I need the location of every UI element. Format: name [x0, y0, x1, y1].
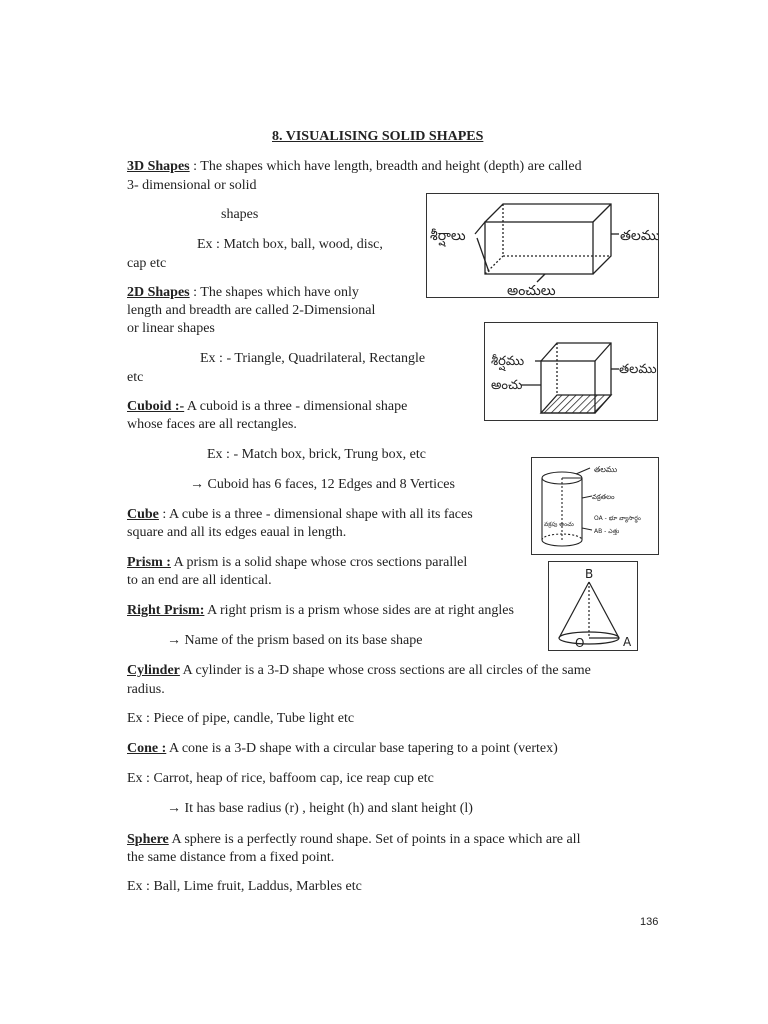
- cone-apex-label: B: [585, 567, 594, 581]
- cylinder-ex: Ex : Piece of pipe, candle, Tube light etc: [127, 711, 355, 726]
- sphere-def: [127, 831, 580, 849]
- cylinder-def: [127, 662, 591, 680]
- shapes3d-ex-line1: Ex : Match box, ball, wood, disc,: [197, 237, 383, 252]
- cuboid-term: Cuboid :-: [127, 399, 185, 414]
- shapes3d-def-line3: shapes: [221, 207, 259, 222]
- edge-label: అంచు: [491, 378, 523, 393]
- shapes2d-def-line1: : The shapes which have only: [189, 285, 359, 300]
- cube-term: Cube: [127, 507, 159, 522]
- cyl-curved-label: వక్రతలం: [592, 493, 615, 501]
- shapes3d-def-line2: 3- dimensional or solid: [127, 178, 257, 193]
- cyl-ab-label: AB - ఎత్తు: [594, 528, 620, 535]
- right-prism-term: Right Prism:: [127, 603, 205, 618]
- shapes3d-def: [127, 158, 582, 176]
- cube-drawing: [485, 323, 657, 420]
- right-prism-note: [167, 632, 422, 650]
- sphere-term: Sphere: [127, 832, 169, 847]
- page-title: 8. VISUALISING SOLID SHAPES: [272, 129, 484, 144]
- cube-def-line2: square and all its edges eaual in length.: [127, 525, 347, 540]
- vertex-label: శీర్షము: [491, 354, 525, 369]
- cube-figure: [484, 322, 658, 421]
- cylinder-def-line1: A cylinder is a 3-D shape whose cross sections are all circles of the same: [179, 663, 591, 678]
- arrow-icon: →: [167, 633, 181, 648]
- cube-def-line1: : A cube is a three - dimensional shape with all its faces: [158, 507, 473, 522]
- cyl-face-label: తలము: [594, 465, 618, 474]
- prism-def-line2: to an end are all identical.: [127, 573, 272, 588]
- arrow-icon: →: [167, 801, 181, 816]
- page-number: 136: [640, 916, 659, 928]
- shapes3d-term: 3D Shapes: [127, 159, 190, 174]
- shapes2d-def-line2: length and breadth are called 2-Dimensional: [127, 303, 376, 318]
- cylinder-def-line2: radius.: [127, 682, 165, 697]
- cuboid-def-line1: A cuboid is a three - dimensional shape: [184, 399, 408, 414]
- shapes2d-def: [127, 284, 359, 302]
- cone-def: [127, 740, 558, 758]
- cube-def: [127, 506, 473, 524]
- prism-def: [127, 554, 467, 572]
- cuboid-note-text: Cuboid has 6 faces, 12 Edges and 8 Vertices: [207, 477, 455, 492]
- prism-term: Prism :: [127, 555, 171, 570]
- cone-center-label: O: [575, 636, 585, 650]
- right-prism-note-text: Name of the prism based on its base shape: [184, 633, 423, 648]
- shapes2d-ex-line2: etc: [127, 370, 144, 385]
- edges-label: అంచులు: [507, 283, 556, 297]
- cuboid-def: [127, 398, 407, 416]
- cuboid-drawing: [427, 194, 658, 297]
- sphere-ex: Ex : Ball, Lime fruit, Laddus, Marbles etc: [127, 879, 362, 894]
- faces-label: తలము: [620, 228, 658, 244]
- shapes2d-term: 2D Shapes: [127, 285, 190, 300]
- cone-ex: Ex : Carrot, heap of rice, baffoom cap, ice reap cup etc: [127, 771, 434, 786]
- cone-note: [167, 800, 473, 818]
- shapes3d-def-line1: : The shapes which have length, breadth and height (depth) are called: [189, 159, 582, 174]
- cuboid-note: [190, 476, 455, 494]
- shapes2d-ex-line1: Ex : - Triangle, Quadrilateral, Rectangle: [200, 351, 426, 366]
- sphere-def-line2: the same distance from a fixed point.: [127, 850, 335, 865]
- cylinder-term: Cylinder: [127, 663, 180, 678]
- face-label: తలము: [619, 362, 657, 377]
- cylinder-figure: [531, 457, 659, 555]
- vertices-label: శీర్షాలు: [430, 228, 466, 244]
- cuboid-figure: [426, 193, 659, 298]
- cone-drawing: [549, 562, 637, 650]
- right-prism-def: [127, 602, 514, 620]
- cone-point-label: A: [623, 635, 632, 649]
- cone-def-line1: A cone is a 3-D shape with a circular base tapering to a point (vertex): [166, 741, 558, 756]
- cone-figure: [548, 561, 638, 651]
- shapes2d-def-line3: or linear shapes: [127, 321, 215, 336]
- right-prism-def-line1: A right prism is a prism whose sides are at right angles: [204, 603, 514, 618]
- cyl-oa-label: OA - భూ వ్యాసార్థం: [594, 515, 641, 522]
- arrow-icon: →: [190, 477, 204, 492]
- cone-term: Cone :: [127, 741, 167, 756]
- cyl-curved-edge-label: వక్రపు అంచు: [544, 521, 574, 528]
- cuboid-ex: Ex : - Match box, brick, Trung box, etc: [207, 447, 426, 462]
- cylinder-drawing: [532, 458, 658, 554]
- shapes3d-ex-line2: cap etc: [127, 256, 167, 271]
- prism-def-line1: A prism is a solid shape whose cros sections parallel: [170, 555, 468, 570]
- cuboid-def-line2: whose faces are all rectangles.: [127, 417, 297, 432]
- cone-note-text: It has base radius (r) , height (h) and slant height (l): [184, 801, 473, 816]
- sphere-def-line1: A sphere is a perfectly round shape. Set of points in a space which are all: [168, 832, 581, 847]
